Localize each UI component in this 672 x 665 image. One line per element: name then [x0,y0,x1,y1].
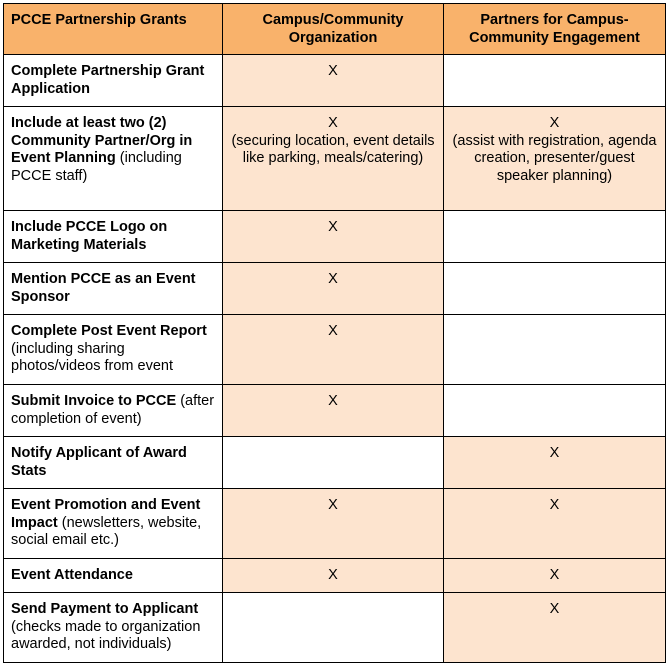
task-title: Include PCCE Logo on Marketing Materials [11,219,168,253]
header-col1: PCCE Partnership Grants [4,4,223,55]
campus-cell [223,315,444,385]
task-title: Include at least two (2) Community Partner/Org in Event Planning [11,115,193,166]
campus-mark: X [328,63,338,79]
task-detail: (including sharing photos/videos from event [11,340,174,374]
table-row [4,385,666,437]
partners-mark: X [549,115,560,131]
partners-cell [444,385,666,437]
partners-mark: X [549,601,560,617]
task-title: Send Payment to Applicant [11,601,199,617]
table-row [4,263,666,315]
table-row [4,55,666,107]
partners-cell [444,437,666,489]
campus-cell [223,437,444,489]
table-row [4,211,666,263]
table-row [4,437,666,489]
campus-mark: X [328,115,338,131]
task-cell [4,593,223,663]
task-title: Notify Applicant of Award Stats [11,445,187,479]
task-title: Complete Partnership Grant Application [11,63,205,97]
campus-mark: X [328,497,338,513]
campus-mark: X [328,271,338,287]
partners-note: (assist with registration, agenda creation, presenter/guest speaker planning) [452,132,657,184]
task-detail: (including PCCE staff) [11,150,182,184]
task-cell [4,437,223,489]
campus-cell [223,559,444,593]
task-cell [4,107,223,211]
task-cell [4,315,223,385]
task-title: Complete Post Event Report [11,323,207,339]
partners-mark: X [549,445,560,461]
task-detail: (after completion of event) [11,393,215,427]
campus-mark: X [328,323,338,339]
table-row [4,489,666,559]
partners-cell [444,263,666,315]
partners-cell [444,315,666,385]
task-cell [4,489,223,559]
campus-cell [223,385,444,437]
campus-cell [223,211,444,263]
partners-cell [444,211,666,263]
partners-cell [444,489,666,559]
partners-mark: X [549,567,560,583]
table-row [4,559,666,593]
header-col2: Campus/Community Organization [223,4,444,55]
task-title: Mention PCCE as an Event Sponsor [11,271,196,305]
partners-cell [444,593,666,663]
partners-cell [444,107,666,211]
header-row [4,4,666,55]
task-cell [4,263,223,315]
campus-cell [223,593,444,663]
campus-cell [223,107,444,211]
campus-cell [223,489,444,559]
campus-mark: X [328,219,338,235]
task-cell [4,211,223,263]
partners-cell [444,559,666,593]
task-detail: (newsletters, website, social email etc.) [11,514,202,548]
task-cell [4,55,223,107]
partners-mark: X [549,497,560,513]
header-col3: Partners for Campus-Community Engagement [444,4,666,55]
table-row [4,107,666,211]
task-cell [4,385,223,437]
campus-mark: X [328,393,338,409]
task-title: Event Promotion and Event Impact [11,497,201,531]
grants-table [3,3,666,663]
campus-mark: X [328,567,338,583]
campus-cell [223,55,444,107]
campus-cell [223,263,444,315]
partners-cell [444,55,666,107]
task-title: Event Attendance [11,567,133,583]
table-row [4,593,666,663]
table-row [4,315,666,385]
campus-note: (securing location, event details like parking, meals/catering) [231,132,435,166]
task-title: Submit Invoice to PCCE [11,393,177,409]
task-cell [4,559,223,593]
task-detail: (checks made to organization awarded, not individuals) [11,618,201,652]
